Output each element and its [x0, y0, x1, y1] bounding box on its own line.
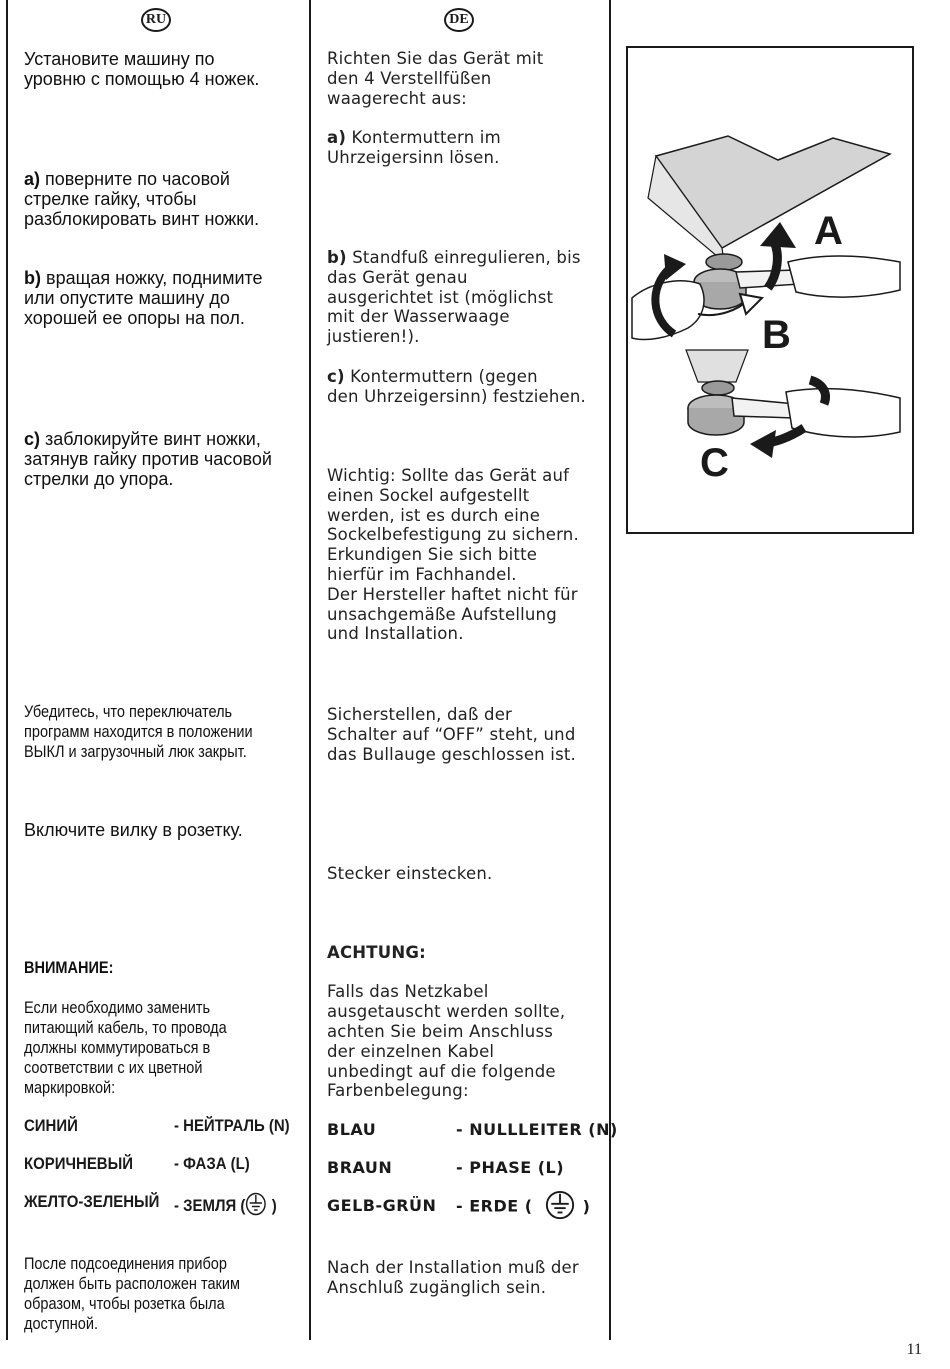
arrow-b-head: [740, 294, 762, 314]
ru-step-b-text: вращая ножку, поднимите или опустите машину до хорошей ее опоры на пол.: [24, 268, 263, 328]
de-wire-yellowgreen-meaning: [456, 1190, 590, 1224]
ru-wire-brown-meaning: [174, 1154, 250, 1174]
de-step-c: [327, 367, 617, 407]
ru-wire-yellowgreen-color: ЖЕЛТО-ЗЕЛЕНЫЙ: [24, 1192, 160, 1211]
de-wire-brown-color: BRAUN: [327, 1158, 393, 1177]
de-wire-yellowgreen-meaning-text: - ERDE (: [456, 1196, 533, 1216]
de-wire-brown: [327, 1158, 392, 1177]
rotate-arrow-left-head: [664, 254, 686, 280]
ru-step-b: [24, 268, 304, 328]
de-step-c-text: Kontermuttern (gegen den Uhrzeigersinn) festziehen.: [327, 367, 586, 406]
upper-right-hand: [788, 256, 900, 297]
ru-wire-yellowgreen-meaning: [174, 1192, 277, 1221]
de-final-note: Nach der Installation muß der Anschluß zugänglich sein.: [327, 1258, 579, 1297]
ru-warning: [24, 938, 306, 1118]
de-leveling-intro: Richten Sie das Gerät mit den 4 Verstellfüßen waagerecht aus:: [327, 49, 544, 108]
de-wire-blue: [327, 1120, 376, 1139]
de-step-a-text: Kontermuttern im Uhrzeigersinn lösen.: [327, 128, 501, 167]
ru-wire-yellowgreen: [24, 1192, 159, 1212]
leveling-feet-illustration: [626, 46, 914, 534]
ru-switch-check: Убедитесь, что переключатель программ находится в положении ВЫКЛ и загрузочный люк закрыт.: [24, 703, 253, 761]
ru-final-note: После подсоединения прибор должен быть расположен таким образом, чтобы розетка была доступной.: [24, 1255, 240, 1333]
figure-label-b: B: [762, 313, 791, 357]
page-number: 11: [906, 1341, 922, 1358]
de-wire-blue-meaning: [456, 1120, 618, 1139]
ru-wire-brown-meaning-text: - ФАЗА (L): [174, 1154, 250, 1173]
ru-step-c-label: c): [24, 429, 41, 449]
figure-label-c: C: [700, 441, 729, 485]
de-wire-blue-color: BLAU: [327, 1120, 377, 1139]
ru-step-a: [24, 169, 304, 229]
arrow-a-head: [760, 222, 796, 248]
de-warning-title: ACHTUNG:: [327, 942, 426, 962]
ground-symbol-icon: [545, 1190, 575, 1224]
ru-wire-yellowgreen-meaning-text: - ЗЕМЛЯ (: [174, 1195, 246, 1215]
de-wire-blue-meaning-text: - NULLLEITER (N): [456, 1120, 618, 1139]
ru-step-b-label: b): [24, 268, 41, 288]
ru-warning-title: ВНИМАНИЕ:: [24, 959, 114, 977]
ru-step-c: [24, 429, 304, 489]
ru-language-badge: RU: [141, 8, 171, 32]
ru-step-a-label: a): [24, 169, 41, 189]
de-wire-brown-meaning-text: - PHASE (L): [456, 1158, 565, 1177]
arrow-a-curve: [768, 242, 777, 288]
ru-wire-blue-meaning: [174, 1116, 290, 1136]
lower-foot-screw: [702, 381, 734, 395]
ru-wire-blue-meaning-text: - НЕЙТРАЛЬ (N): [174, 1116, 290, 1135]
ground-symbol-icon: [245, 1192, 266, 1221]
de-important-note: Wichtig: Sollte das Gerät auf einen Sockel aufgestellt werden, ist es durch eine Sockelbefestigung zu sichern. Erkundigen Sie sich bitte hierfür im Fachhandel. Der Hersteller haftet nicht für unsachgemäße Aufstellung und Installation.: [327, 466, 579, 644]
de-step-b: [327, 248, 617, 347]
de-wire-yellowgreen-color: GELB-GRÜN: [327, 1196, 437, 1215]
de-step-a: [327, 128, 617, 168]
right-column-rule: [609, 0, 611, 1340]
de-language-badge: DE: [444, 8, 474, 32]
de-step-b-text: Standfuß einregulieren, bis das Gerät genau ausgerichtet ist (möglichst mit der Wasserwaage justieren!).: [327, 248, 581, 347]
ru-step-a-text: поверните по часовой стрелке гайку, чтобы разблокировать винт ножки.: [24, 169, 260, 229]
ru-plug-in: Включите вилку в розетку.: [24, 820, 243, 840]
de-warning: [327, 923, 617, 1121]
upper-foot-screw: [706, 254, 742, 270]
left-column-rule: [6, 0, 8, 1340]
de-plug-in: Stecker einstecken.: [327, 864, 493, 883]
lower-spanner: [732, 398, 796, 418]
de-step-c-label: c): [327, 367, 345, 386]
lower-machine-base: [686, 350, 748, 382]
ru-wire-brown: [24, 1154, 133, 1174]
de-warning-text: Falls das Netzkabel ausgetauscht werden sollte, achten Sie beim Anschluss der einzelnen Kabel unbedingt auf die folgende Farbenbelegung:: [327, 982, 566, 1101]
leveling-illustration-svg: [628, 48, 912, 532]
ru-wire-yellowgreen-close: ): [271, 1195, 277, 1215]
ru-warning-text: Если необходимо заменить питающий кабель, то провода должны коммутироваться в соответствии с их цветной маркировкой:: [24, 999, 227, 1097]
ru-wire-blue: [24, 1116, 78, 1136]
ru-step-c-text: заблокируйте винт ножки, затянув гайку против часовой стрелки до упора.: [24, 429, 272, 489]
arrow-c-head: [750, 430, 776, 458]
de-wire-brown-meaning: [456, 1158, 564, 1177]
ru-wire-brown-color: КОРИЧНЕВЫЙ: [24, 1154, 133, 1173]
de-switch-check: Sicherstellen, daß der Schalter auf “OFF” steht, und das Bullauge geschlossen ist.: [327, 705, 576, 764]
ru-leveling-intro: Установите машину по уровню с помощью 4 ножек.: [24, 49, 260, 89]
de-wire-yellowgreen-close: ): [582, 1196, 591, 1216]
de-step-a-label: a): [327, 128, 347, 147]
figure-label-a: A: [814, 209, 843, 253]
de-step-b-label: b): [327, 248, 347, 267]
middle-column-rule: [309, 0, 311, 1340]
ru-wire-blue-color: СИНИЙ: [24, 1116, 78, 1135]
de-wire-yellowgreen: [327, 1196, 436, 1215]
